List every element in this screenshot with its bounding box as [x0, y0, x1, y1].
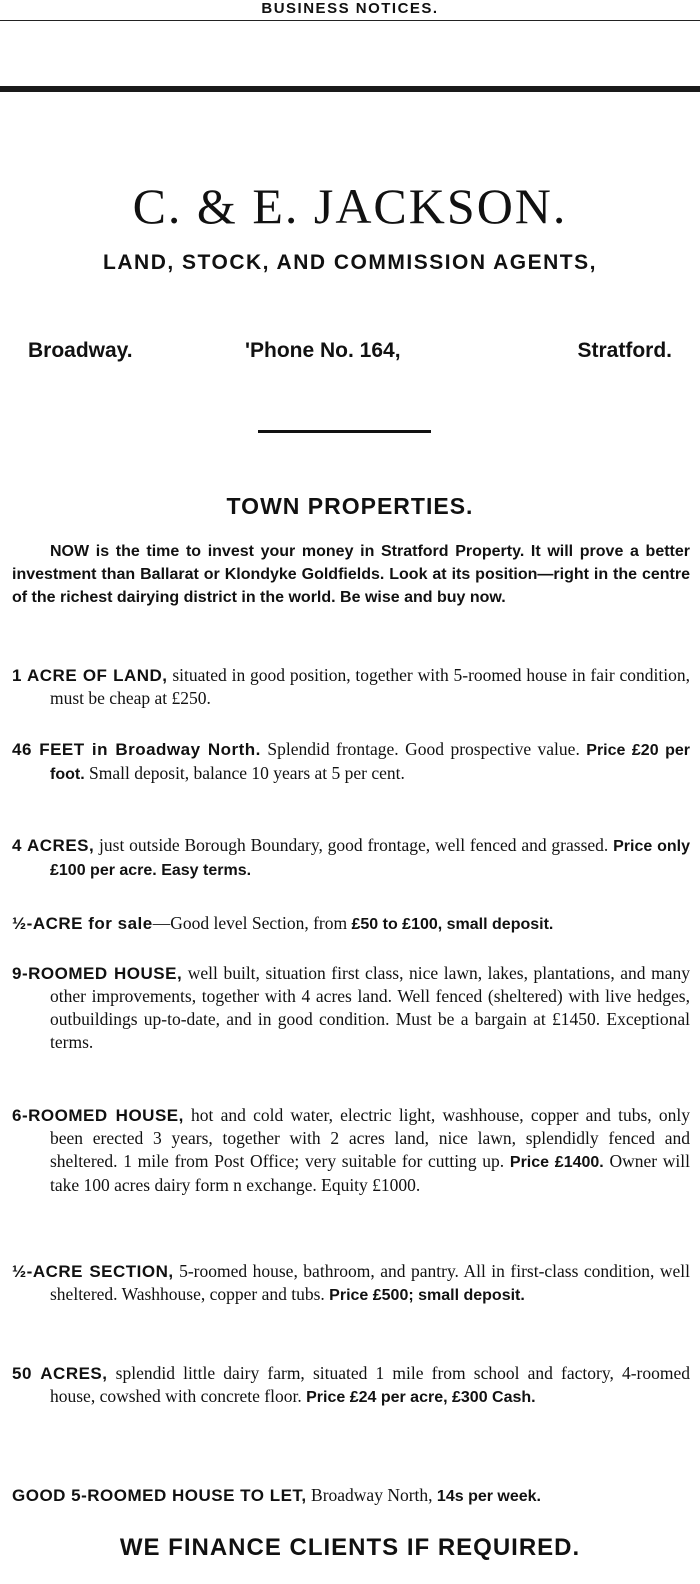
- firm-trade: LAND, STOCK, AND COMMISSION AGENTS,: [103, 251, 597, 274]
- listing-text: situated in good position, together with 5-roomed house in fair condition, must be cheap at £250.: [50, 665, 690, 708]
- listing-price: Price £1400.: [509, 1154, 604, 1171]
- header-rule: [0, 20, 700, 21]
- listing-lead: 50 ACRES,: [12, 1364, 108, 1383]
- listing-lead: ½-ACRE SECTION,: [12, 1262, 174, 1281]
- address-town: Stratford.: [577, 339, 672, 362]
- page-header-title: BUSINESS NOTICES.: [261, 0, 439, 17]
- listing: [12, 962, 690, 1054]
- listing-lead: 1 ACRE OF LAND,: [12, 666, 168, 685]
- listing-lead: 9-ROOMED HOUSE,: [12, 964, 183, 983]
- listing: [12, 1104, 690, 1197]
- listing-text: Broadway North,: [311, 1485, 433, 1505]
- listing: [12, 1484, 690, 1508]
- listing-lead: ½-ACRE for sale: [12, 914, 153, 933]
- listing-lead: 6-ROOMED HOUSE,: [12, 1106, 184, 1125]
- address-phone: 'Phone No. 164,: [245, 339, 401, 362]
- short-divider: [258, 430, 431, 433]
- listing-price: Price £24 per acre, £300 Cash.: [306, 1389, 536, 1406]
- listing-price: Price only £100 per acre. Easy terms.: [50, 838, 691, 879]
- listing: [12, 912, 690, 936]
- listing-lead: 4 ACRES,: [12, 836, 95, 855]
- listing-terms: Owner will take 100 acres dairy form n exchange. Equity £1000.: [50, 1151, 690, 1195]
- listing-text: Splendid frontage. Good prospective value.: [267, 739, 580, 759]
- listing-text: 5-roomed house, bathroom, and pantry. All in first-class condition, well sheltered. Washhouse, copper and tubs.: [50, 1261, 690, 1304]
- listing-price: £50 to £100, small deposit.: [351, 916, 554, 933]
- listing: [12, 834, 690, 882]
- address-street: Broadway.: [28, 339, 133, 362]
- listing-price: 14s per week.: [436, 1488, 541, 1505]
- section-intro: NOW is the time to invest your money in Stratford Property. It will prove a better investment than Ballarat or Klondyke Goldfields. Look at its position—right in the centre of the richest dairying district in the world. Be wise and buy now.: [12, 543, 690, 606]
- listing-text: well built, situation first class, nice lawn, lakes, plantations, and many other improvements, together with 4 acres land. Well fenced (sheltered) with live hedges, outbuildings up-to-date, and in good condition. Must be a bargain at £1450. Exceptional terms.: [50, 963, 690, 1052]
- listing: [12, 738, 690, 786]
- listing-text: —Good level Section, from: [152, 913, 348, 933]
- listing-text: just outside Borough Boundary, good frontage, well fenced and grassed.: [99, 835, 609, 855]
- footer-slogan: WE FINANCE CLIENTS IF REQUIRED.: [119, 1534, 581, 1561]
- listing-lead: 46 FEET in Broadway North.: [12, 740, 261, 759]
- firm-name: C. & E. JACKSON.: [132, 178, 568, 234]
- listing-lead: GOOD 5-ROOMED HOUSE TO LET,: [12, 1486, 307, 1505]
- listing: [12, 664, 690, 710]
- listing-price: Price £20 per foot.: [50, 742, 691, 783]
- listing-text: hot and cold water, electric light, washhouse, copper and tubs, only been erected 3 years, together with 2 acres land, nice lawn, splendidly fenced and sheltered. 1 mile from Post Office; very suitable for cutting up.: [50, 1105, 690, 1171]
- listing-text: splendid little dairy farm, situated 1 mile from school and factory, 4-roomed house, cowshed with concrete floor.: [50, 1363, 690, 1406]
- listing-terms: Small deposit, balance 10 years at 5 per cent.: [89, 763, 405, 783]
- listing: [12, 1260, 690, 1307]
- listing: [12, 1362, 690, 1409]
- section-divider: [0, 86, 700, 92]
- section-title: TOWN PROPERTIES.: [226, 493, 474, 519]
- listing-price: Price £500; small deposit.: [329, 1287, 525, 1304]
